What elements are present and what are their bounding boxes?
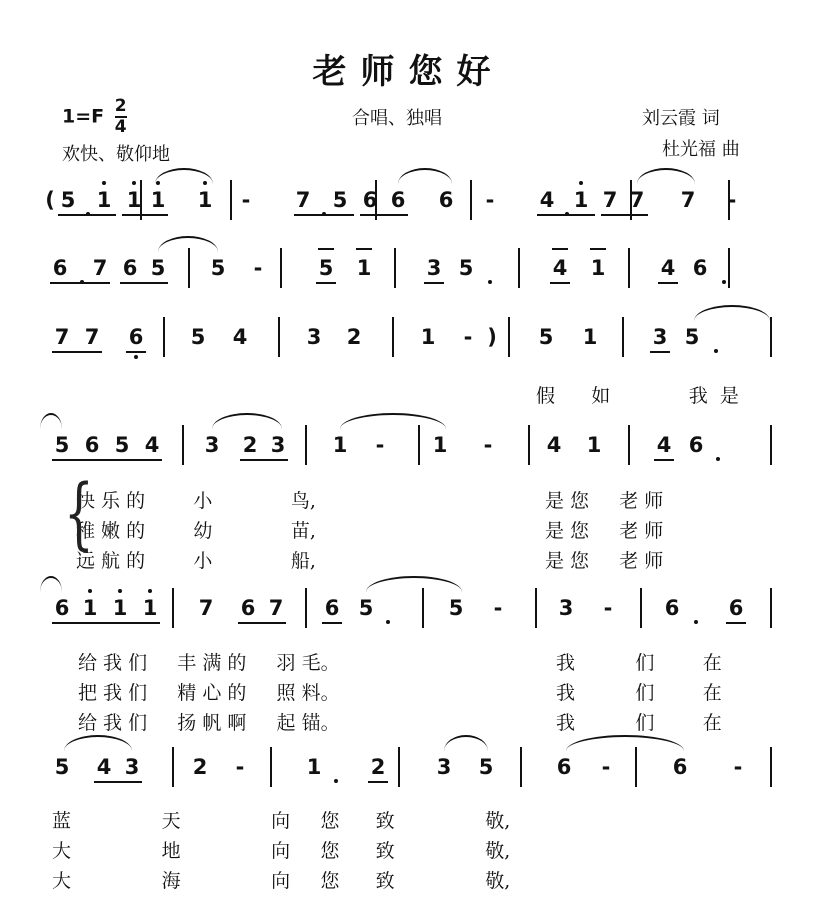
note: 6 (438, 188, 454, 212)
barline (280, 248, 282, 288)
barline (182, 425, 184, 465)
beam-underline (424, 282, 444, 284)
note: 3 (558, 596, 574, 620)
barline (305, 588, 307, 628)
barline (628, 248, 630, 288)
note: 6 (688, 433, 704, 457)
note: - (727, 188, 737, 212)
beam-underline (360, 214, 408, 216)
note: 6 (122, 256, 138, 280)
note: 2 (192, 755, 208, 779)
note: - (601, 755, 611, 779)
barline (770, 317, 772, 357)
note: - (235, 755, 245, 779)
lyric-line: 我 们 在 (556, 712, 722, 734)
note: 3 (652, 325, 668, 349)
note-overline (552, 248, 568, 250)
barline (770, 588, 772, 628)
augmentation-dot (714, 349, 718, 353)
note: - (603, 596, 613, 620)
slur (40, 413, 62, 429)
note: 1 (432, 433, 448, 457)
note: 7 (92, 256, 108, 280)
note: 1 (356, 256, 372, 280)
lyric-line: 给 我 们 扬 帆 啊 起 锚。 (78, 712, 340, 734)
note: 6 (672, 755, 688, 779)
barline (770, 425, 772, 465)
lyric-line: 大 地 向 您 致 敬, (52, 840, 511, 862)
barline (418, 425, 420, 465)
note: 5 (538, 325, 554, 349)
note: 2 (346, 325, 362, 349)
note: - (463, 325, 473, 349)
note: - (253, 256, 263, 280)
beam-underline (52, 351, 102, 353)
note: 1 (582, 325, 598, 349)
note: 1 (96, 188, 112, 212)
note: 6 (390, 188, 406, 212)
note-overline (318, 248, 334, 250)
composer: 杜光福 曲 (662, 139, 740, 160)
note: 6 (692, 256, 708, 280)
note: 5 (190, 325, 206, 349)
barline (518, 248, 520, 288)
lyric-line: 大 海 向 您 致 敬, (52, 870, 511, 892)
barline (422, 588, 424, 628)
key-text: 1=F (62, 105, 105, 128)
note: 3 (436, 755, 452, 779)
note: ) (487, 325, 497, 349)
note: 5 (684, 325, 700, 349)
barline (628, 425, 630, 465)
barline (270, 747, 272, 787)
note: 6 (556, 755, 572, 779)
lyric-line: 远 航 的 小 船, (76, 550, 316, 572)
barline (278, 317, 280, 357)
performance-type: 合唱、独唱 (352, 108, 442, 129)
lyric-line: 我 们 在 (556, 652, 722, 674)
slur (694, 305, 770, 321)
lyricist: 刘云霞 词 (642, 108, 720, 129)
note: 6 (54, 596, 70, 620)
slur (212, 413, 282, 429)
slur (444, 735, 488, 751)
note: 1 (82, 596, 98, 620)
barline (305, 425, 307, 465)
note: 3 (306, 325, 322, 349)
note: 5 (54, 433, 70, 457)
slur (366, 576, 462, 592)
note: ( (45, 188, 55, 212)
note: 4 (232, 325, 248, 349)
note: 7 (295, 188, 311, 212)
note: 6 (240, 596, 256, 620)
augmentation-dot (488, 280, 492, 284)
note: 5 (150, 256, 166, 280)
lyric-line: 把 我 们 精 心 的 照 料。 (78, 682, 340, 704)
beam-underline (122, 214, 168, 216)
barline (520, 747, 522, 787)
beam-underline (537, 214, 595, 216)
note: 4 (96, 755, 112, 779)
song-title: 老师您好 (312, 52, 505, 92)
note: 7 (629, 188, 645, 212)
note: - (485, 188, 495, 212)
octave-dot-high (102, 181, 106, 185)
note: 6 (324, 596, 340, 620)
lyric-line: 给 我 们 丰 满 的 羽 毛。 (78, 652, 340, 674)
slur (155, 168, 213, 184)
barline (163, 317, 165, 357)
note: 4 (539, 188, 555, 212)
octave-dot-high (148, 589, 152, 593)
lyric-line: 稚 嫩 的 幼 苗, (76, 520, 316, 542)
octave-dot-low (134, 355, 138, 359)
barline (622, 317, 624, 357)
octave-dot-high (88, 589, 92, 593)
note: 3 (124, 755, 140, 779)
beam-underline (658, 282, 678, 284)
slur (340, 413, 446, 429)
note: 6 (128, 325, 144, 349)
beam-underline (726, 622, 746, 624)
note: - (483, 433, 493, 457)
barline (728, 248, 730, 288)
note: 1 (142, 596, 158, 620)
note: 4 (660, 256, 676, 280)
note: 5 (478, 755, 494, 779)
note: 3 (426, 256, 442, 280)
slur (40, 576, 62, 592)
barline (528, 425, 530, 465)
note: - (375, 433, 385, 457)
beam-underline (368, 781, 388, 783)
beam-underline (50, 282, 110, 284)
beam-underline (120, 282, 168, 284)
note: 5 (210, 256, 226, 280)
beam-underline (601, 214, 648, 216)
octave-dot-high (118, 589, 122, 593)
barline (508, 317, 510, 357)
note: 3 (270, 433, 286, 457)
barline (398, 747, 400, 787)
augmentation-dot (694, 620, 698, 624)
note: - (493, 596, 503, 620)
note: 1 (197, 188, 213, 212)
lyric-line: 快 乐 的 小 鸟, (76, 490, 316, 512)
slur (566, 735, 684, 751)
slur (398, 168, 452, 184)
barline (188, 248, 190, 288)
beam-underline (240, 459, 288, 461)
note: 5 (54, 755, 70, 779)
slur (158, 236, 218, 252)
verse-brace: { (64, 469, 94, 559)
augmentation-dot (386, 620, 390, 624)
note: 7 (198, 596, 214, 620)
slur (64, 735, 132, 751)
augmentation-dot (722, 280, 726, 284)
note: 6 (728, 596, 744, 620)
note-overline (356, 248, 372, 250)
augmentation-dot (716, 457, 720, 461)
note: 6 (362, 188, 378, 212)
note: 5 (358, 596, 374, 620)
note: 3 (204, 433, 220, 457)
beam-underline (550, 282, 570, 284)
beam-underline (654, 459, 674, 461)
note: 6 (84, 433, 100, 457)
barline (635, 747, 637, 787)
barline (230, 180, 232, 220)
note: 7 (84, 325, 100, 349)
beam-underline (650, 351, 670, 353)
note: 1 (573, 188, 589, 212)
beam-underline (94, 781, 142, 783)
beam-underline (52, 622, 160, 624)
note: 7 (268, 596, 284, 620)
time-signature (115, 98, 127, 136)
octave-dot-high (132, 181, 136, 185)
beam-underline (322, 622, 342, 624)
note: 6 (664, 596, 680, 620)
note: 1 (332, 433, 348, 457)
barline (172, 747, 174, 787)
note: 1 (590, 256, 606, 280)
lyric-line: 是 您 老 师 (545, 520, 664, 542)
note: 7 (680, 188, 696, 212)
note: 7 (54, 325, 70, 349)
note: 4 (144, 433, 160, 457)
note: 5 (114, 433, 130, 457)
note: 7 (602, 188, 618, 212)
note: 4 (656, 433, 672, 457)
time-sig-top: 2 (114, 96, 127, 116)
barline (392, 317, 394, 357)
note: 1 (586, 433, 602, 457)
lyric-line: 蓝 天 向 您 致 敬, (52, 810, 511, 832)
lyric-line: 是 您 老 师 (545, 550, 664, 572)
note: - (241, 188, 251, 212)
lyric-line: 假 如 我 是 (536, 385, 739, 407)
note: 5 (448, 596, 464, 620)
beam-underline (52, 459, 162, 461)
slur (637, 168, 695, 184)
augmentation-dot (334, 779, 338, 783)
lyric-line: 我 们 在 (556, 682, 722, 704)
note: 2 (242, 433, 258, 457)
barline (640, 588, 642, 628)
note: 5 (332, 188, 348, 212)
note: 5 (458, 256, 474, 280)
lyric-line: 是 您 老 师 (545, 490, 664, 512)
note: 5 (60, 188, 76, 212)
barline (470, 180, 472, 220)
beam-underline (58, 214, 116, 216)
note: 4 (552, 256, 568, 280)
note: 4 (546, 433, 562, 457)
barline (394, 248, 396, 288)
note: - (733, 755, 743, 779)
barline (535, 588, 537, 628)
beam-underline (238, 622, 286, 624)
barline (770, 747, 772, 787)
note: 1 (306, 755, 322, 779)
octave-dot-high (579, 181, 583, 185)
tempo-marking: 欢快、敬仰地 (62, 144, 170, 165)
note: 6 (52, 256, 68, 280)
note: 1 (420, 325, 436, 349)
note: 2 (370, 755, 386, 779)
time-sig-bottom: 4 (114, 117, 127, 137)
beam-underline (316, 282, 336, 284)
beam-underline (126, 351, 146, 353)
note: 5 (318, 256, 334, 280)
note-overline (590, 248, 606, 250)
note: 1 (150, 188, 166, 212)
note: 1 (126, 188, 142, 212)
key-signature (62, 98, 127, 136)
beam-underline (294, 214, 354, 216)
note: 1 (112, 596, 128, 620)
barline (172, 588, 174, 628)
